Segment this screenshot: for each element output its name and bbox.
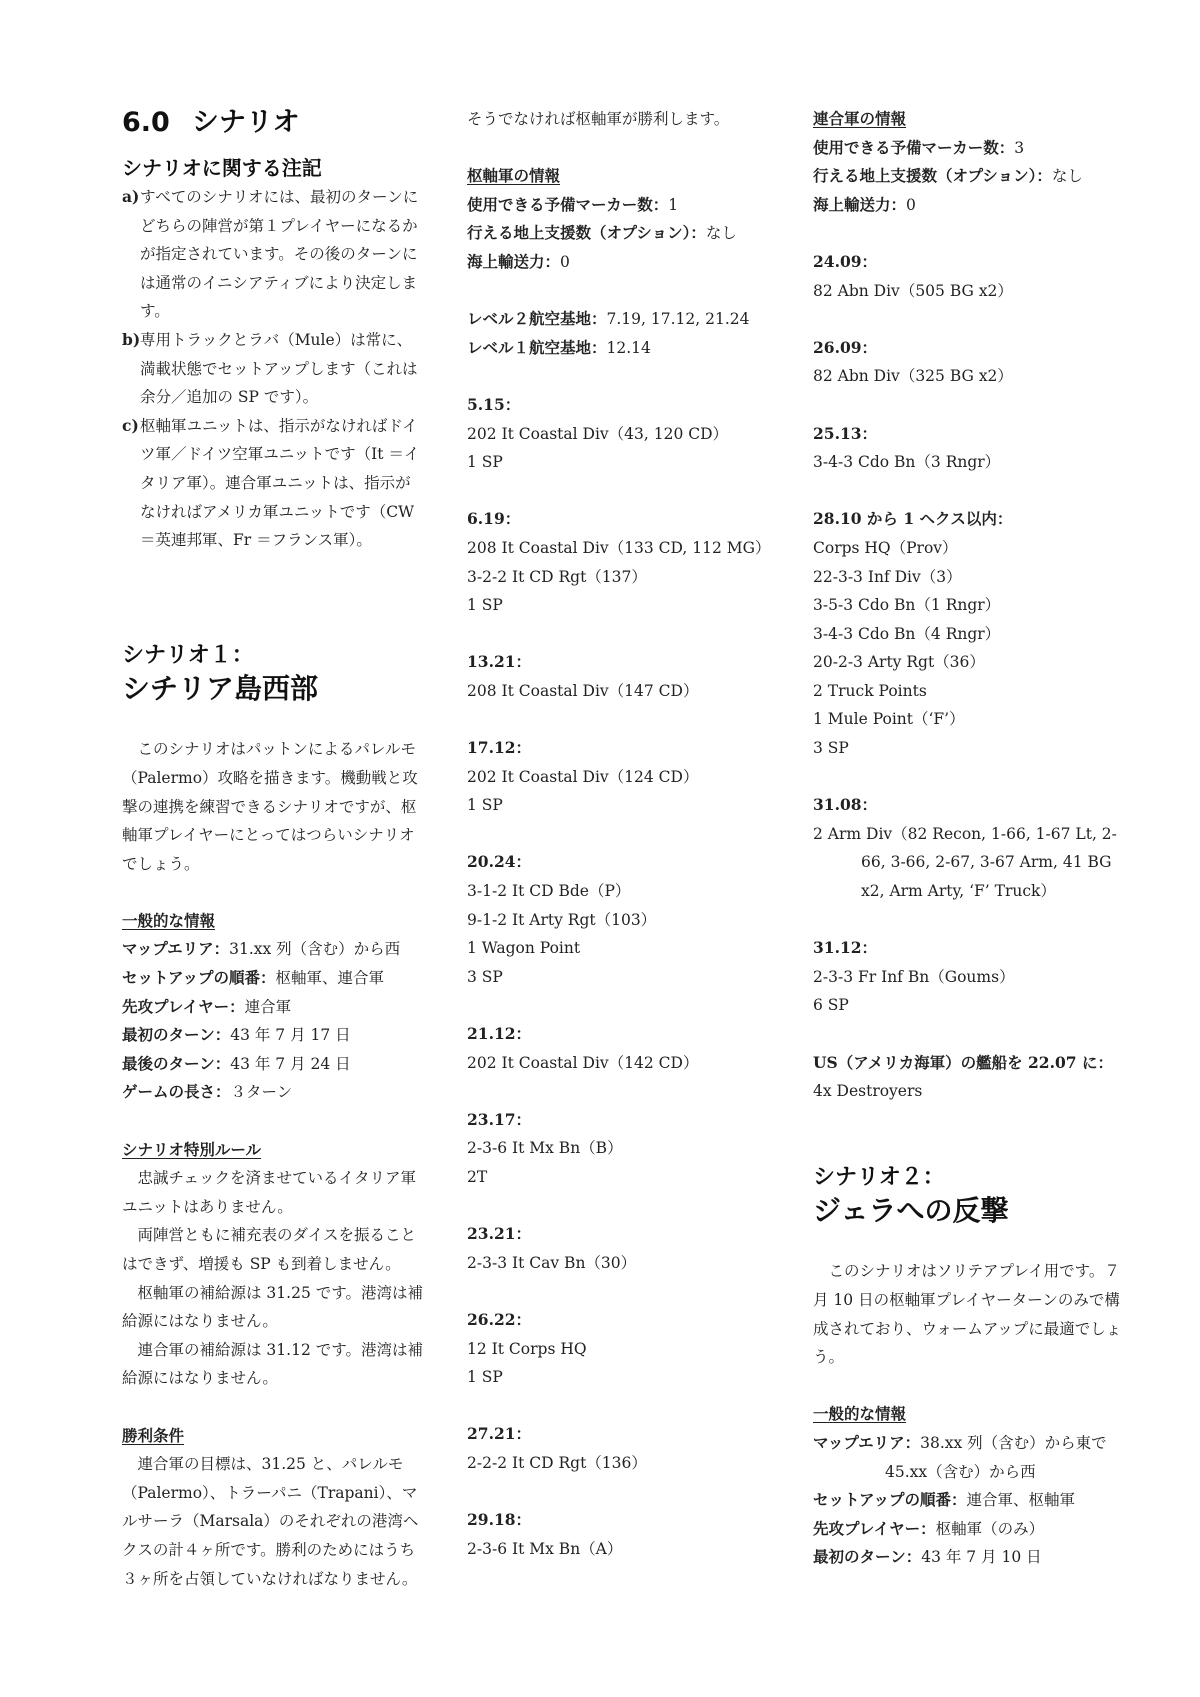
setup-hex: 26.09： — [813, 337, 878, 357]
setup-hex: 28.10 から 1 ヘクス以内： — [813, 509, 1013, 529]
scenario2-general-key: マップエリア： — [813, 1432, 921, 1452]
scenario2-general-row — [813, 1486, 1133, 1515]
setup-unit: 208 It Coastal Div（147 CD） — [467, 681, 699, 700]
airbase-key: レベル２航空基地： — [467, 309, 607, 329]
setup-hex: 6.19： — [467, 509, 521, 529]
victory-text-continued: そうでなければ枢軸軍が勝利します。 — [467, 110, 730, 128]
setup-unit: 2 Truck Points — [813, 681, 927, 700]
allied-info-value: なし — [1051, 167, 1083, 186]
scenario1-intro: このシナリオはパットンによるパレルモ（Palermo）攻略を描きます。機動戦と攻撃の連携を練習できるシナリオですが、枢軸軍プレイヤーにとってはつらいシナリオでしょう。 — [122, 740, 418, 873]
axis-info-value: 1 — [668, 195, 679, 214]
allied-info-key: 使用できる予備マーカー数： — [813, 137, 1015, 157]
axis-info-value: 0 — [560, 252, 570, 271]
setup-unit: 2T — [467, 1167, 488, 1186]
scenario2-general-key: 先攻プレイヤー： — [813, 1518, 936, 1538]
naval-unit: 4x Destroyers — [813, 1082, 923, 1101]
setup-hex: 13.21： — [467, 652, 532, 672]
axis-info-key: 行える地上支援数（オプション）： — [467, 223, 706, 243]
allied-info-value: 0 — [906, 195, 916, 214]
section-title-text: シナリオ — [191, 107, 300, 138]
setup-unit: 2-3-6 It Mx Bn（A） — [467, 1539, 623, 1558]
axis-info-row — [467, 219, 767, 248]
setup-unit: 1 Mule Point（‘F’） — [813, 710, 965, 729]
scenario2-general-value: 38.xx 列（含む）から東で 45.xx（含む）から西 — [885, 1433, 1107, 1481]
setup-unit: 82 Abn Div（325 BG x2） — [813, 367, 1013, 386]
scenario2-general-key: 最初のターン： — [813, 1547, 922, 1567]
general-info-value: 連合軍 — [244, 997, 292, 1016]
setup-hex: 26.22： — [467, 1309, 532, 1329]
setup-hex: 23.17： — [467, 1109, 532, 1129]
allied-info-key: 海上輸送力： — [813, 194, 907, 214]
scenario2-general-value: 連合軍、枢軸軍 — [966, 1491, 1075, 1510]
scenario1-title-line1: シナリオ１： — [122, 642, 254, 668]
setup-unit: 2-3-3 Fr Inf Bn（Goums） — [813, 967, 1015, 986]
general-info-value: 31.xx 列（含む）から西 — [229, 940, 401, 959]
setup-unit: 2-3-3 It Cav Bn（30） — [467, 1253, 637, 1272]
setup-unit: 20-2-3 Arty Rgt（36） — [813, 653, 985, 672]
setup-unit: 202 It Coastal Div（43, 120 CD） — [467, 424, 729, 443]
special-rules-heading: シナリオ特別ルール — [122, 1139, 262, 1159]
axis-info-heading: 枢軸軍の情報 — [467, 166, 561, 186]
scenario2-general-row — [813, 1429, 1133, 1486]
scenario1-title — [122, 641, 426, 707]
setup-unit: 202 It Coastal Div（142 CD） — [467, 1053, 699, 1072]
special-rule: 忠誠チェックを済ませているイタリア軍ユニットはありません。 — [122, 1169, 417, 1216]
scenario2-general-row — [813, 1543, 1133, 1572]
allied-info-value: 3 — [1014, 138, 1025, 157]
setup-unit: 3-4-3 Cdo Bn（4 Rngr） — [813, 624, 1001, 643]
axis-info-row — [467, 191, 767, 220]
note-text: 枢軸軍ユニットは、指示がなければドイツ軍／ドイツ空軍ユニットです（It ＝イタリア軍）。連合軍ユニットは、指示がなければアメリカ軍ユニットです（CW ＝英連邦軍、Fr ＝フランス軍）。 — [140, 416, 420, 550]
general-info-row — [122, 1050, 426, 1079]
general-info-key: 最初のターン： — [122, 1025, 231, 1045]
setup-hex: 31.08： — [813, 795, 878, 815]
note-item — [122, 326, 426, 412]
axis-info-value: なし — [705, 224, 737, 243]
scenario2-intro: このシナリオはソリテアプレイ用です。７月 10 日の枢軸軍プレイヤーターンのみで構成されており、ウォームアップに最適でしょう。 — [813, 1262, 1122, 1367]
scenario2-title — [813, 1163, 1133, 1229]
naval-heading: US（アメリカ海軍）の艦船を 22.07 に： — [813, 1052, 1113, 1072]
setup-hex: 23.21： — [467, 1224, 532, 1244]
setup-unit: 3 SP — [813, 739, 849, 758]
note-item — [122, 183, 426, 326]
setup-hex: 21.12： — [467, 1024, 532, 1043]
setup-unit: 22-3-3 Inf Div（3） — [813, 567, 962, 586]
allied-info-heading: 連合軍の情報 — [813, 109, 907, 128]
general-info-key: 最後のターン： — [122, 1053, 231, 1073]
column-2 — [467, 105, 771, 1563]
general-info-row — [122, 993, 426, 1022]
axis-info-key: 海上輸送力： — [467, 251, 561, 271]
column-3 — [813, 105, 1133, 1572]
setup-hex: 5.15： — [467, 394, 521, 414]
general-info-value: 43 年 7 月 17 日 — [230, 1026, 351, 1045]
setup-unit: 1 SP — [467, 453, 503, 472]
allied-info-row — [813, 134, 1133, 163]
setup-hex: 20.24： — [467, 852, 532, 872]
setup-hex: 27.21： — [467, 1424, 532, 1444]
setup-unit: Corps HQ（Prov） — [813, 538, 958, 557]
setup-unit: 208 It Coastal Div（133 CD, 112 MG） — [467, 538, 771, 557]
setup-unit: 1 Wagon Point — [467, 939, 581, 958]
setup-unit: 6 SP — [813, 996, 849, 1015]
general-info-row — [122, 935, 426, 964]
airbase-value: 12.14 — [606, 338, 651, 357]
setup-hex: 29.18： — [467, 1510, 532, 1530]
general-info-key: 先攻プレイヤー： — [122, 996, 245, 1016]
notes-heading: シナリオに関する注記 — [122, 156, 322, 180]
section-number: 6.0 — [122, 107, 170, 138]
setup-hex: 24.09： — [813, 251, 878, 271]
special-rule: 連合軍の補給源は 31.12 です。港湾は補給源にはなりません。 — [122, 1340, 423, 1388]
setup-unit: 3 SP — [467, 967, 503, 986]
axis-info-row — [467, 248, 767, 277]
scenario2-title-line2: ジェラへの反撃 — [813, 1193, 1009, 1227]
scenario2-general-key: セットアップの順番： — [813, 1490, 967, 1510]
general-info-value: ３ターン — [230, 1083, 293, 1102]
general-info-heading: 一般的な情報 — [122, 910, 216, 930]
note-label: a) — [122, 187, 140, 206]
setup-unit: 3-4-3 Cdo Bn（3 Rngr） — [813, 453, 1001, 472]
note-text: 専用トラックとラバ（Mule）は常に、満載状態でセットアップします（これは余分／追加の SP です）。 — [140, 330, 418, 407]
note-label: b) — [122, 329, 141, 349]
scenario2-general-heading: 一般的な情報 — [813, 1404, 907, 1424]
setup-unit: 1 SP — [467, 1368, 503, 1387]
airbase-row — [467, 334, 767, 363]
setup-unit: 1 SP — [467, 796, 503, 815]
general-info-value: 枢軸軍、連合軍 — [275, 969, 384, 988]
column-1 — [122, 105, 426, 1593]
airbase-key: レベル１航空基地： — [467, 337, 607, 357]
general-info-row — [122, 964, 426, 993]
victory-text: 連合軍の目標は、31.25 と、パレルモ（Palermo）、トラーパニ（Trapani）、マルサーラ（Marsala）のそれぞれの港湾ヘクスの計４ヶ所です。勝利のためにはうち３ヶ所を占領していなければなりません。 — [122, 1455, 419, 1588]
airbase-value: 7.19, 17.12, 21.24 — [606, 310, 750, 329]
setup-unit: 202 It Coastal Div（124 CD） — [467, 767, 699, 786]
note-text: すべてのシナリオには、最初のターンにどちらの陣営が第１プレイヤーになるかが指定されています。その後のターンには通常のイニシアティブにより決定します。 — [140, 188, 419, 321]
scenario2-general-value: 枢軸軍（のみ） — [935, 1519, 1045, 1538]
note-label: c) — [122, 415, 139, 435]
general-info-row — [122, 1078, 426, 1107]
general-info-value: 43 年 7 月 24 日 — [230, 1054, 351, 1073]
allied-info-key: 行える地上支援数（オプション）： — [813, 166, 1052, 186]
scenario2-title-line1: シナリオ２： — [813, 1164, 945, 1190]
setup-unit: 3-1-2 It CD Bde（P） — [467, 882, 631, 901]
allied-info-row — [813, 191, 1133, 220]
axis-info-key: 使用できる予備マーカー数： — [467, 194, 669, 214]
setup-unit: 12 It Corps HQ — [467, 1339, 587, 1358]
setup-unit: 1 SP — [467, 596, 503, 615]
setup-hex: 25.13： — [813, 423, 878, 443]
setup-hex: 17.12： — [467, 738, 532, 758]
setup-hex: 31.12： — [813, 938, 878, 958]
allied-info-row — [813, 162, 1133, 191]
scenario2-general-row — [813, 1515, 1133, 1544]
setup-unit: 2-3-6 It Mx Bn（B） — [467, 1139, 623, 1158]
setup-unit: 3-5-3 Cdo Bn（1 Rngr） — [813, 596, 1001, 615]
special-rule: 枢軸軍の補給源は 31.25 です。港湾は補給源にはなりません。 — [122, 1283, 423, 1331]
special-rule: 両陣営ともに補充表のダイスを振ることはできず、増援も SP も到着しません。 — [122, 1226, 417, 1273]
setup-unit: 2 Arm Div（82 Recon, 1-66, 1-67 Lt, 2-66, 3-66, 2-67, 3-67 Arm, 41 BG x2, Arm Arty, ‘F’ Truck） — [813, 824, 1117, 901]
section-title — [122, 105, 426, 141]
general-info-key: セットアップの順番： — [122, 968, 276, 988]
scenario2-general-value: 43 年 7 月 10 日 — [921, 1548, 1042, 1567]
note-item — [122, 412, 426, 555]
setup-unit: 3-2-2 It CD Rgt（137） — [467, 567, 647, 586]
general-info-row — [122, 1021, 426, 1050]
setup-unit: 2-2-2 It CD Rgt（136） — [467, 1453, 647, 1472]
airbase-row — [467, 305, 767, 334]
setup-unit: 82 Abn Div（505 BG x2） — [813, 281, 1013, 300]
general-info-key: マップエリア： — [122, 939, 230, 959]
scenario1-title-line2: シチリア島西部 — [122, 671, 319, 705]
setup-unit: 9-1-2 It Arty Rgt（103） — [467, 910, 657, 929]
general-info-key: ゲームの長さ： — [122, 1082, 231, 1102]
victory-heading: 勝利条件 — [122, 1425, 185, 1445]
